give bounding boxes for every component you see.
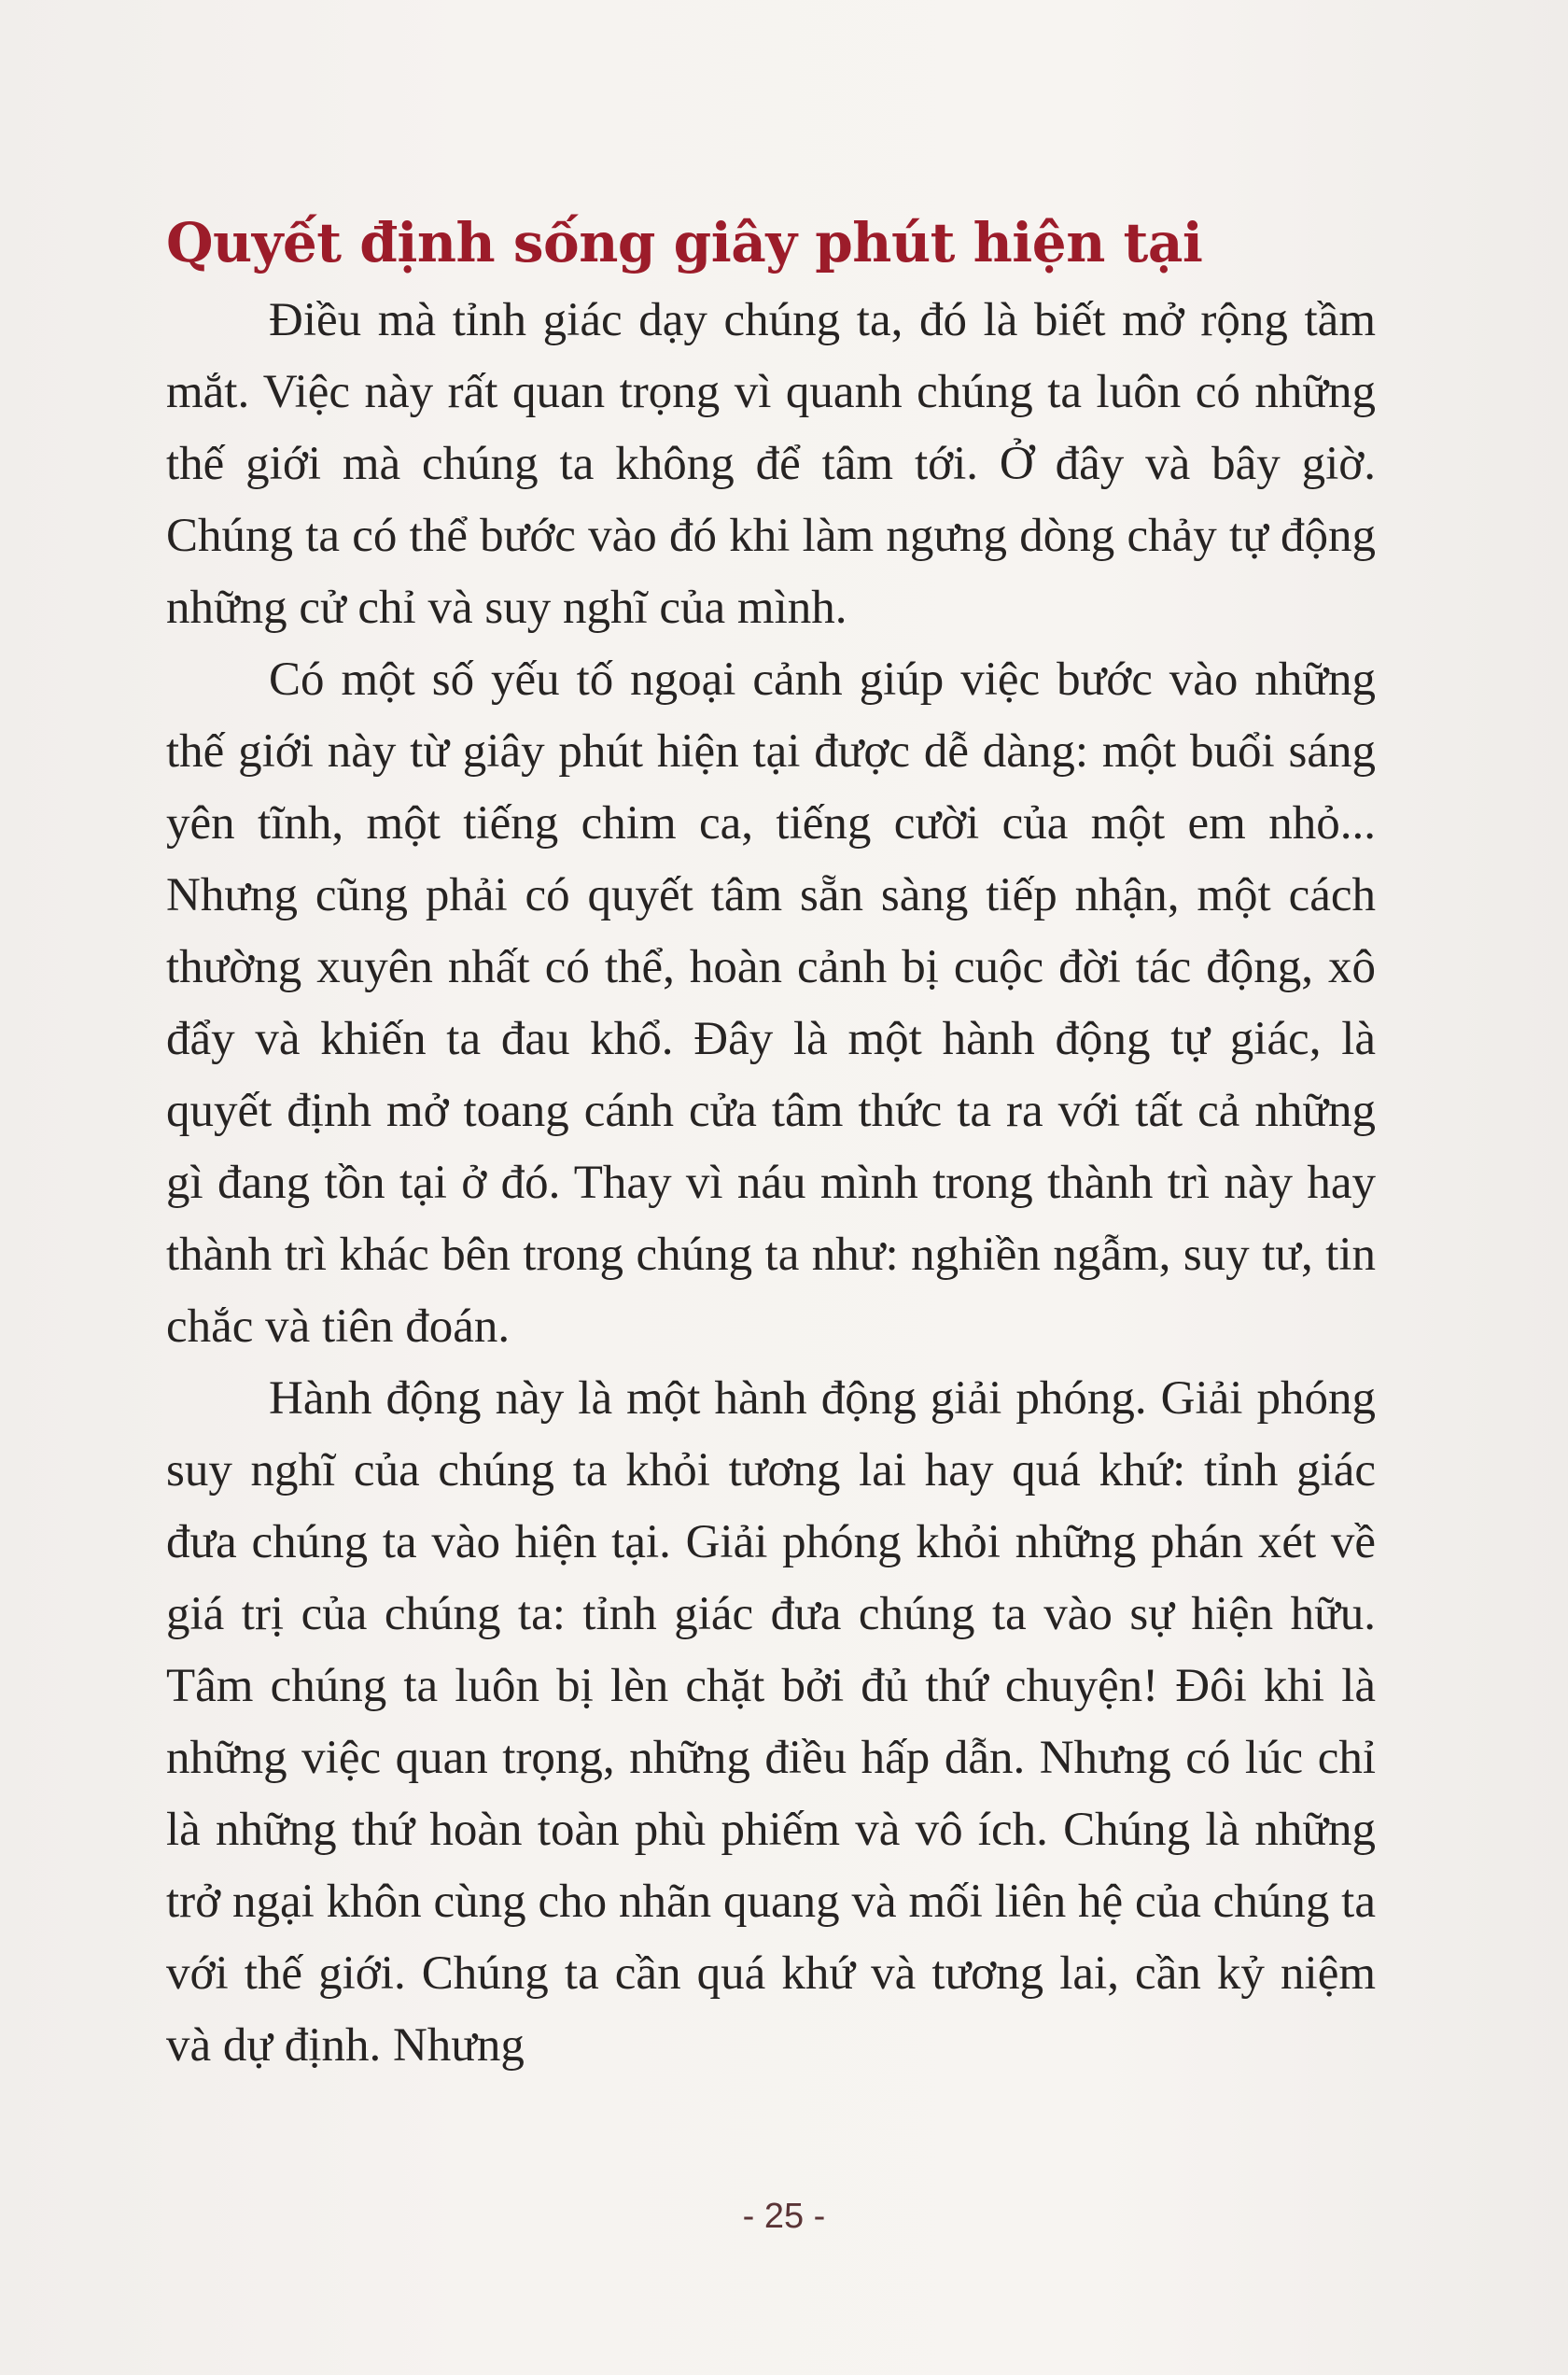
text-block [166,201,1376,2082]
section-heading: Quyết định sống giây phút hiện tại [166,211,1203,274]
page-number: - 25 - [742,2197,826,2236]
paragraph-3: Hành động này là một hành động giải phóng. Giải phóng suy nghĩ của chúng ta khỏi tương lai hay quá khứ: tỉnh giác đưa chúng ta vào hiện tại. Giải phóng khỏi những phán xét về giá trị của chúng ta: tỉnh giác đưa chúng ta vào sự hiện hữu. Tâm chúng ta luôn bị lèn chặt bởi đủ thứ chuyện! Đôi khi là những việc quan trọng, những điều hấp dẫn. Nhưng có lúc chỉ là những thứ hoàn toàn phù phiếm và vô ích. Chúng là những trở ngại khôn cùng cho nhãn quang và mối liên hệ của chúng ta với thế giới. Chúng ta cần quá khứ và tương lai, cần kỷ niệm và dự định. Nhưng [166,1372,1376,2072]
paragraph-1: Điều mà tỉnh giác dạy chúng ta, đó là biết mở rộng tầm mắt. Việc này rất quan trọng vì quanh chúng ta luôn có những thế giới mà chúng ta không để tâm tới. Ở đây và bây giờ. Chúng ta có thể bước vào đó khi làm ngưng dòng chảy tự động những cử chỉ và suy nghĩ của mình. [166,294,1376,634]
paragraph-2: Có một số yếu tố ngoại cảnh giúp việc bước vào những thế giới này từ giây phút hiện tại được dễ dàng: một buổi sáng yên tĩnh, một tiếng chim ca, tiếng cười của một em nhỏ... Nhưng cũng phải có quyết tâm sẵn sàng tiếp nhận, một cách thường xuyên nhất có thể, hoàn cảnh bị cuộc đời tác động, xô đẩy và khiến ta đau khổ. Đây là một hành động tự giác, là quyết định mở toang cánh cửa tâm thức ta ra với tất cả những gì đang tồn tại ở đó. Thay vì náu mình trong thành trì này hay thành trì khác bên trong chúng ta như: nghiền ngẫm, suy tư, tin chắc và tiên đoán. [166,653,1376,1353]
